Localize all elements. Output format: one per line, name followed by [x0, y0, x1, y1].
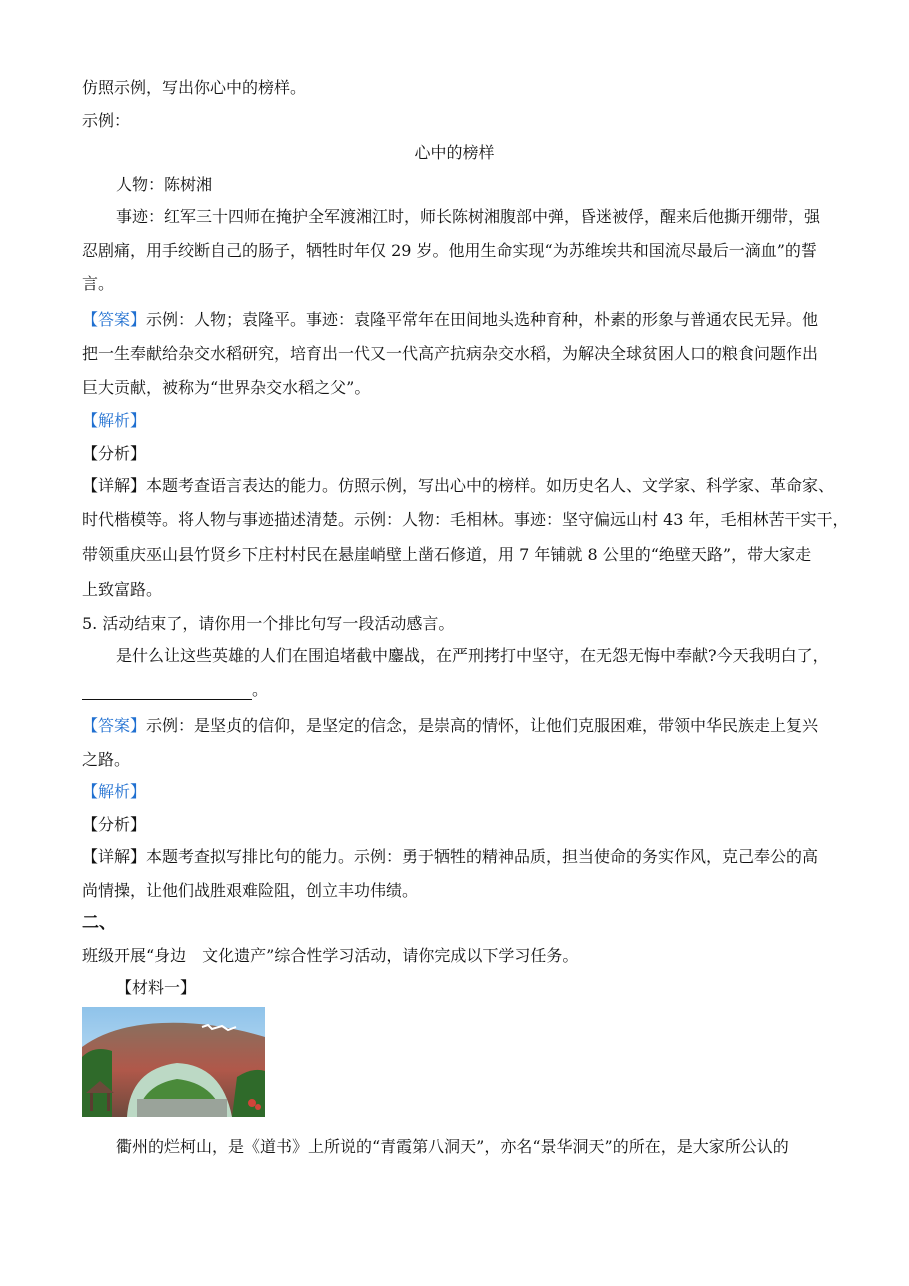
task4-prompt: 仿照示例，写出你心中的榜样。 [82, 78, 307, 97]
blank-period: 。 [252, 680, 269, 699]
example-deed-line: 事迹：红军三十四师在掩护全军渡湘江时，师长陈树湘腹部中弹，昏迷被俘，醒来后他撕开绷带，强 [116, 207, 821, 226]
task5-blank-line [82, 680, 268, 700]
detail-text: 本题考查语言表达的能力。仿照示例，写出心中的榜样。如历史名人、文学家、科学家、革命家、 [146, 476, 835, 495]
fenxi-tag: 【分析】 [82, 444, 147, 463]
example-person: 人物：陈树湘 [116, 175, 213, 194]
fenxi-tag: 【分析】 [82, 815, 147, 834]
answer-text: 示例：是坚贞的信仰，是坚定的信念，是崇高的情怀，让他们克服困难，带领中华民族走上复兴 [146, 716, 819, 735]
task5-stem: 是什么让这些英雄的人们在围追堵截中鏖战，在严刑拷打中坚守，在无怨无悔中奉献?今天我明白了， [116, 646, 829, 665]
lanke-mountain-photo [82, 1007, 265, 1117]
task5-prompt: 5. 活动结束了，请你用一个排比句写一段活动感言。 [82, 614, 455, 633]
detail-line: 带领重庆巫山县竹贤乡下庄村村民在悬崖峭壁上凿石修道，用 7 年铺就 8 公里的“绝壁天路”，带大家走 [82, 545, 812, 564]
answer-line: 巨大贡献，被称为“世界杂交水稻之父”。 [82, 378, 371, 397]
detail-tag: 【详解】 [82, 476, 147, 495]
answer-tag: 【答案】 [82, 716, 147, 735]
material-label: 【材料一】 [116, 978, 197, 997]
example-title: 心中的榜样 [414, 143, 495, 162]
section-intro: 班级开展“身边 文化遗产”综合性学习活动，请你完成以下学习任务。 [82, 946, 579, 965]
section-heading: 二、 [82, 913, 116, 933]
jiexi-tag: 【解析】 [82, 782, 147, 801]
material-body-line: 衢州的烂柯山，是《道书》上所说的“青霞第八洞天”，亦名“景华洞天”的所在，是大家所公认的 [116, 1137, 789, 1156]
detail-tag: 【详解】 [82, 847, 147, 866]
example-label: 示例： [82, 111, 131, 130]
example-deed-line: 忍剧痛，用手绞断自己的肠子，牺牲时年仅 29 岁。他用生命实现“为苏维埃共和国流尽最后一滴血”的誓 [82, 241, 817, 260]
detail-line: 尚情操，让他们战胜艰难险阻，创立丰功伟绩。 [82, 881, 419, 900]
detail-line: 上致富路。 [82, 580, 163, 599]
answer-paragraph [82, 716, 818, 736]
answer-blank[interactable] [82, 683, 252, 700]
detail-text: 本题考查拟写排比句的能力。示例：勇于牺牲的精神品质，担当使命的务实作风，克己奉公的高 [146, 847, 819, 866]
example-deed-line: 言。 [82, 274, 115, 293]
answer-line: 之路。 [82, 750, 131, 769]
detail-paragraph [82, 476, 834, 496]
jiexi-tag: 【解析】 [82, 411, 147, 430]
answer-line: 把一生奉献给杂交水稻研究，培育出一代又一代高产抗病杂交水稻，为解决全球贫困人口的粮食问题作出 [82, 344, 819, 363]
detail-line: 时代楷模等。将人物与事迹描述清楚。示例：人物：毛相林。事迹：坚守偏远山村 43 年，毛相林苦干实干， [82, 510, 849, 529]
answer-tag: 【答案】 [82, 310, 147, 329]
answer-paragraph [82, 310, 818, 330]
detail-paragraph [82, 847, 818, 867]
answer-text: 示例：人物；袁隆平。事迹：袁隆平常年在田间地头选种育种，朴素的形象与普通农民无异。他 [146, 310, 819, 329]
